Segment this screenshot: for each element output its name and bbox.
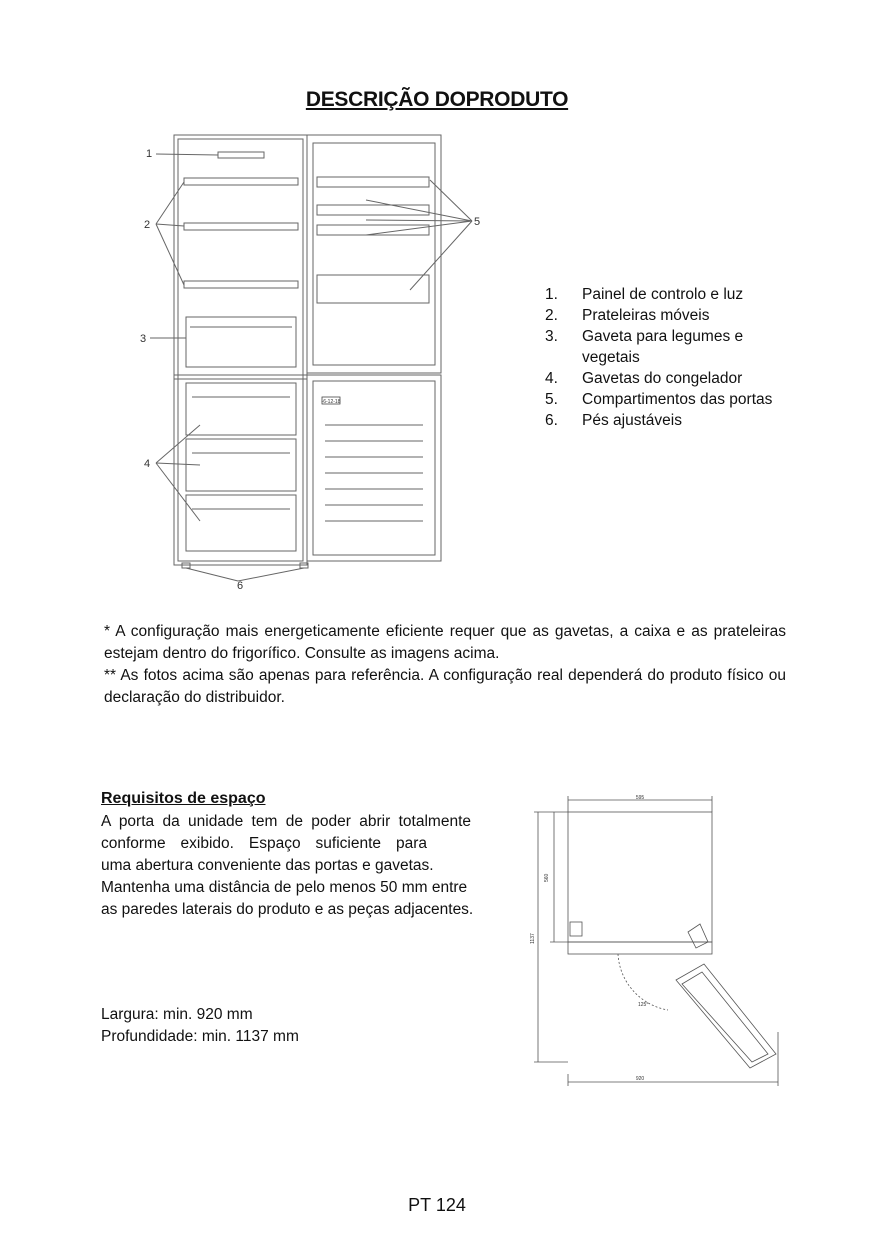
list-item: 2. Prateleiras móveis (545, 307, 710, 324)
note-photos: ** As fotos acima são apenas para referência. A configuração real dependerá do produto físico ou declaração do distribuidor. (104, 667, 786, 706)
parts-list (545, 284, 785, 431)
dim-bottom: 920 (635, 1076, 645, 1082)
min-width: Largura: min. 920 mm (101, 1006, 253, 1023)
dim-angle: 125° (638, 1002, 649, 1008)
label-6: 6 (237, 580, 244, 592)
space-requirements-text: A porta da unidade tem de poder abrir totalmente conforme exibido. Espaço suficiente para uma abertura conveniente das portas e gavetas. Mantenha uma distância de pelo menos 50 mm entre as paredes laterais do produto e as peças adjacentes. (101, 813, 474, 918)
list-item: 1. Painel de controlo e luz (545, 286, 744, 303)
dim-side: 560 (544, 873, 550, 882)
list-item: 3. Gaveta para legumes e vegetais (545, 328, 744, 366)
label-4: 4 (144, 458, 151, 470)
dim-top: 595 (635, 795, 645, 801)
freezer-badge: -6-12-18 (321, 399, 341, 405)
label-2: 2 (144, 219, 151, 231)
note-energy: * A configuração mais energeticamente eficiente requer que as gavetas, a caixa e as prateleiras estejam dentro do frigorífico. Consulte as imagens acima. (104, 623, 786, 662)
notes (104, 621, 786, 709)
fridge-diagram (130, 125, 480, 595)
page-number: PT 124 (408, 1195, 466, 1215)
label-1: 1 (146, 148, 153, 160)
list-item: 4. Gavetas do congelador (545, 370, 743, 387)
list-item: 5. Compartimentos das portas (545, 391, 773, 408)
page-title: DESCRIÇÃO DOPRODUTO (305, 88, 569, 111)
min-dimensions (101, 1004, 299, 1048)
label-5: 5 (474, 216, 480, 228)
min-depth: Profundidade: min. 1137 mm (101, 1028, 299, 1045)
dim-total: 1137 (530, 933, 536, 944)
clearance-diagram (528, 792, 784, 1088)
space-requirements-title: Requisitos de espaço (101, 790, 266, 807)
label-3: 3 (140, 333, 147, 345)
list-item: 6. Pés ajustáveis (545, 412, 682, 429)
